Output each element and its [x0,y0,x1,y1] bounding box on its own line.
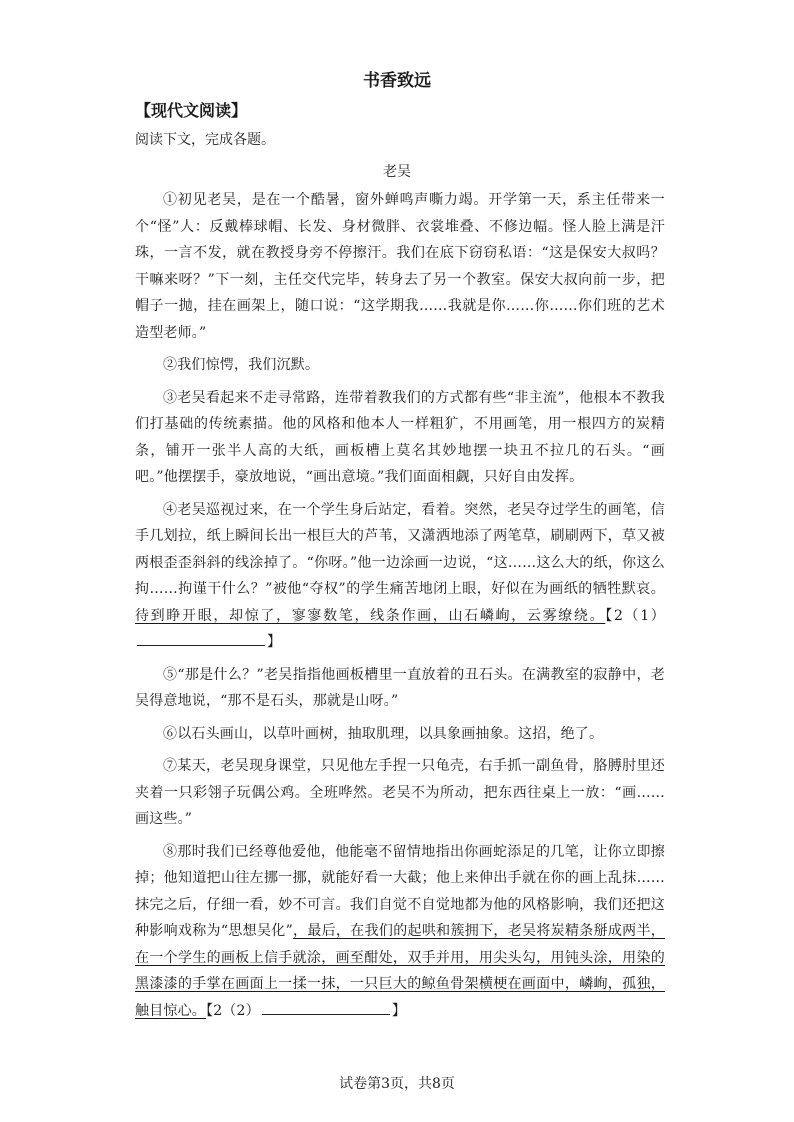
paragraph-7: ⑦某天，老吴现身课堂，只见他左手捏一只龟壳，右手抓一副鱼骨，胳膊肘里还夹着一只彩翎子玩偶公鸡。全班哗然。老吴不为所动，把东西往桌上一放：“画……画这些。” [135,758,665,827]
page-footer: 试卷第3页，共8页 [339,1076,455,1092]
paragraph-8-text: ⑧那时我们已经尊他爱他，他能毫不留情地指出你画蛇添足的几笔，让你立即擦掉；他知道把山往左挪一挪，就能好看一大截；他上来伸出手就在你的画上乱抹……抹完之后，仔细一看，妙不可言。我们自觉不自觉地都为他的风格影响，我们还把这种影响戏称为“思想吴化” [135,843,665,939]
question-tag-2-2-end: 】 [391,1002,407,1019]
paragraph-1: ①初见老吴，是在一个酷暑，窗外蝉鸣声嘶力竭。开学第一天，系主任带来一个“怪”人：反戴棒球帽、长发、身材微胖、衣裳堆叠、不修边幅。怪人脸上满是汗珠，一言不发，就在教授身旁不停擦汗。我们在底下窃窃私语：“这是保安大叔吗？干嘛来呀？”下一刻，主任交代完毕，转身去了另一个教室。保安大叔向前一步，把帽子一抛，挂在画架上，随口说：“这学期我……我就是你……你……你们班的艺术造型老师。” [135,192,665,341]
article-body [135,187,665,1030]
paragraph-5: ⑤“那是什么？”老吴指指他画板槽里一直放着的丑石头。在满教室的寂静中，老吴得意地说，“那不是石头，那就是山呀。” [135,666,665,709]
question-tag-2-2: 【2（2） [206,1002,260,1019]
paragraph-4-text: ④老吴巡视过来，在一个学生身后站定，看着。突然，老吴夺过学生的画笔，信手几划拉，纸上瞬间长出一根巨大的芦苇，又潇洒地添了两笔草，刷刷两下，草又被两根歪歪斜斜的线涂掉了。“你呀。”他一边涂画一边说，“这……这么大的纸，你这么拘……拘谨干什么？”被他“夺权”的学生痛苦地闭上眼，好似在为画纸的牺牲默哀。 [135,501,665,597]
section-heading: 【现代文阅读】 [135,101,248,120]
answer-blank-2-2[interactable] [262,1000,390,1015]
paragraph-8 [135,839,665,1025]
paragraph-3: ③老吴看起来不走寻常路，连带着教我们的方式都有些“非主流”，他根本不教我们打基础的传统素描。他的风格和他本人一样粗犷，不用画笔，用一根四方的炭精条，铺开一张半人高的大纸，画板槽上莫名其妙地摆一块丑不拉几的石头。“画吧。”他摆摆手，豪放地说，“画出意境。”我们面面相觑，只好自由发挥。 [135,389,665,485]
question-tag-2-1: 【2（1） [605,607,665,624]
underlined-passage-1: 待到睁开眼，却惊了，寥寥数笔，线条作画，山石嶙峋，云雾缭绕。 [135,607,606,624]
question-tag-2-1-end: 】 [267,634,282,650]
paragraph-6: ⑥以石头画山，以草叶画树，抽取肌理，以具象画抽象。这招，绝了。 [163,725,604,742]
page-title: 书香致远 [363,71,431,91]
paragraph-4 [135,497,665,656]
paragraph-2: ②我们惊愕，我们沉默。 [163,357,320,373]
answer-blank-2-1[interactable] [137,631,265,646]
underlined-passage-2: ，最后，在我们的起哄和簇拥下，老吴将炭精条掰成两半，在一个学生的画板上信手就涂，画至酣处，双手并用，用尖头勾，用钝头涂，用染的黑漆漆的手掌在画面上一揉一抹，一只巨大的鲸鱼骨架横梗在画面中，嶙峋，孤独，触目惊心。 [135,923,666,1019]
instruction-text: 阅读下文，完成各题。 [135,132,275,148]
article-title: 老吴 [383,164,411,180]
